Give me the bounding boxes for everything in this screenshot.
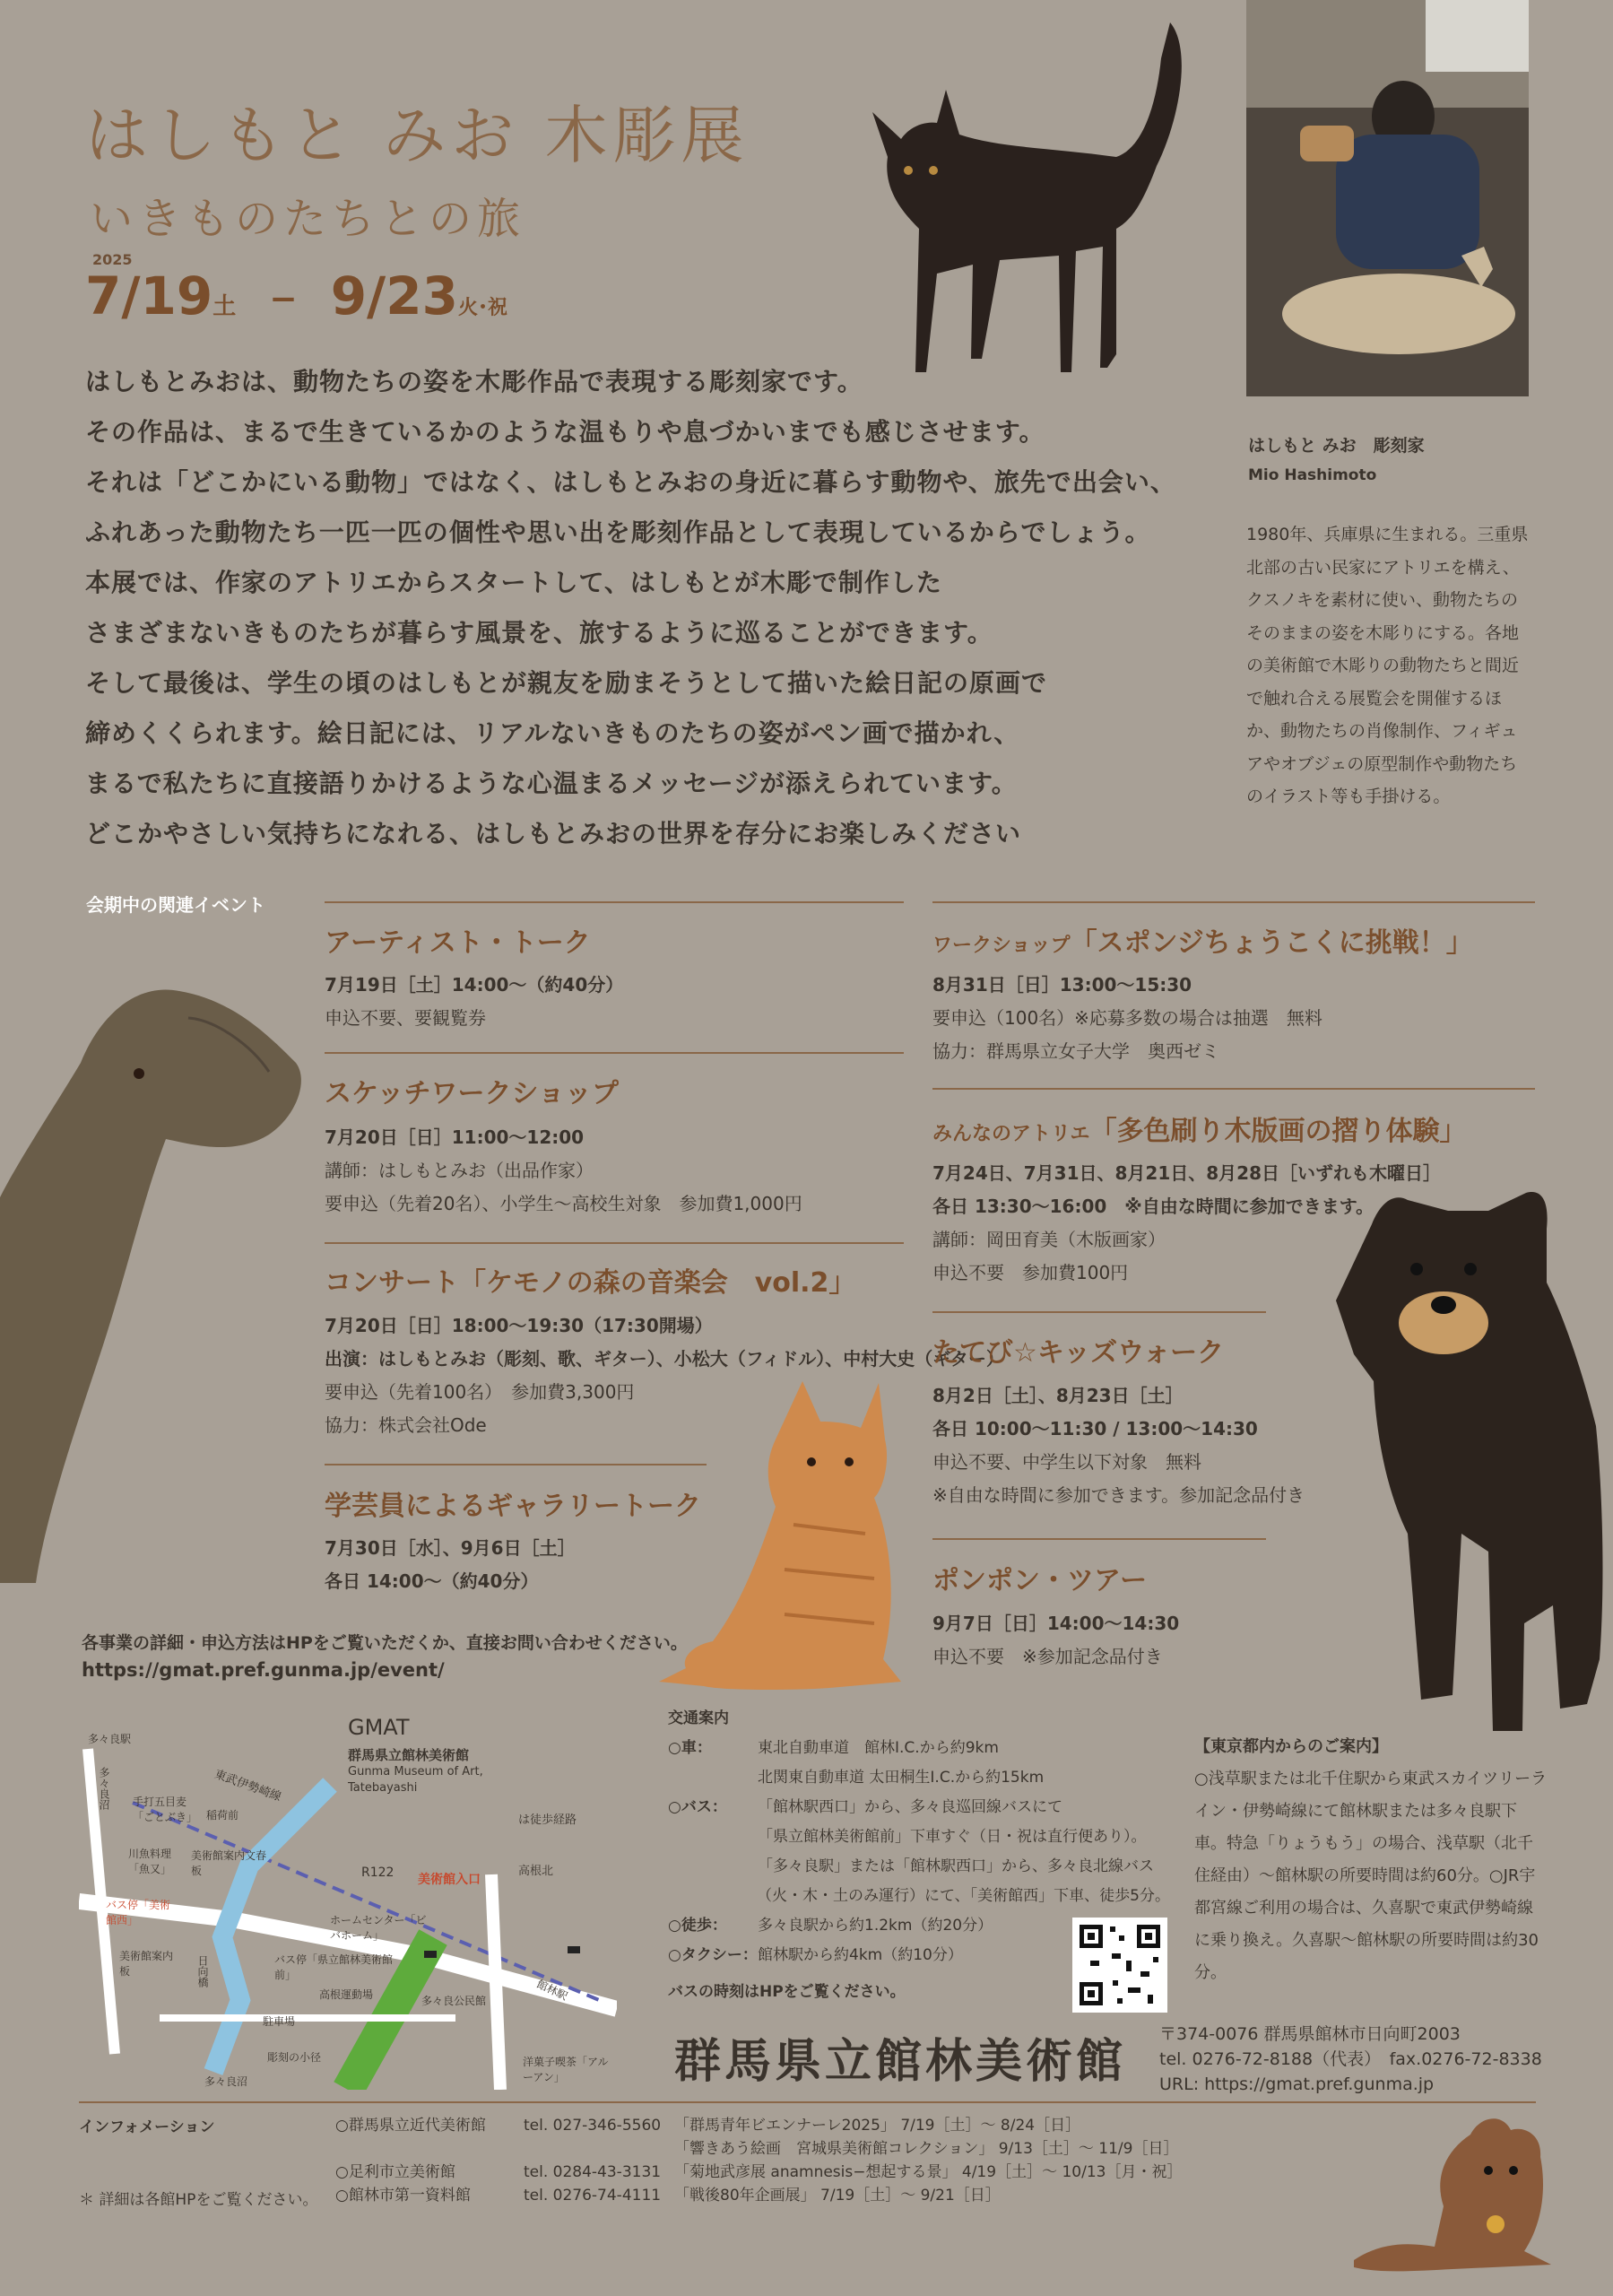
map-walk-route-legend: は徒歩経路 [518, 1813, 577, 1827]
exhibition-dates [85, 265, 507, 326]
map-tataraki-label: 多々良公民館 [421, 1995, 487, 2007]
event-artist-talk-details [325, 969, 623, 1035]
intro-line: それは「どこかにいる動物」ではなく、はしもとみおの身近に暮らす動物や、旅先で出会い、 [85, 467, 1176, 497]
intro-line: どこかやさしい気持ちになれる、はしもとみおの世界を存分にお楽しみください [85, 819, 1022, 848]
museum-url-link[interactable]: URL: https://gmat.pref.gunma.jp [1159, 2074, 1435, 2094]
event-title-concert: コンサート「ケモノの森の音楽会 vol.2」 [325, 1267, 856, 1299]
events-label: 会期中の関連イベント [86, 894, 265, 916]
event-line: 申込不要 ※参加記念品付き [932, 1646, 1163, 1667]
tokyo-access-info [1194, 1731, 1548, 1989]
access-row: ○徒歩： 多々良駅から約1.2km（約20分） [668, 1917, 993, 1935]
artist-bio: 1980年、兵庫県に生まれる。三重県北部の古い民家にアトリエを構え、クスノキを素材に使い、動物たちのそのままの姿を木彫りにする。各地の美術館で木彫りの動物たちと間近で触れ合える展覧会を開催するほか、動物たちの肖像制作、フィギュアやオブジェの原型制作や動物たちのイラスト等も手掛ける。 [1246, 525, 1529, 806]
divider [325, 1242, 904, 1244]
map-tataraeki-label: 多々良駅 [88, 1733, 132, 1745]
event-line: 講師：岡田育美（木版画家） [932, 1229, 1166, 1250]
event-line: 7月20日［日］11:00〜12:00 [325, 1126, 585, 1148]
map-entrance-label: 美術館入口 [418, 1873, 481, 1887]
info-list [335, 2114, 1182, 2207]
event-line: ※自由な時間に参加できます。参加記念品付き [932, 1484, 1305, 1506]
event-line: 8月31日［日］13:00〜15:30 [932, 974, 1192, 996]
map-kawauo-label: 川魚料理「魚又」 [128, 1848, 172, 1875]
dog-sculpture-image [1318, 1157, 1613, 1731]
intro-line: さまざまないきものたちが暮らす風景を、旅するように巡ることができます。 [85, 618, 993, 648]
exhibition-subtitle: いきものたちとの旅 [90, 194, 526, 244]
info-note: ＊ 詳細は各館HPをご覧ください。 [79, 2191, 318, 2209]
artist-name-en: Mio Hashimoto [1248, 466, 1377, 484]
intro-line: 締めくくられます。絵日記には、リアルないきものたちの姿がペン画で描かれ、 [85, 718, 1020, 748]
info-title: インフォメーション [79, 2118, 215, 2136]
map-parking-label: 駐車場 [263, 2015, 296, 2028]
event-prefix: みんなのアトリエ [932, 1123, 1090, 1145]
map-museum-en-1: Gunma Museum of Art, [348, 1765, 483, 1779]
intro-line: そして最後は、学生の頃のはしもとが親友を励まそうとして描いた絵日記の原画で [85, 668, 1048, 698]
tokyo-title: 【東京都内からのご案内】 [1194, 1737, 1388, 1756]
museum-address-block [1159, 2022, 1542, 2097]
map-r122-label: R122 [361, 1866, 395, 1880]
date-start-day: 土 [212, 293, 237, 320]
map-home-center-label: ホームセンター「ビバホーム」 [330, 1914, 427, 1942]
map-bus-stop-west-label: バス停「美術館西」 [106, 1899, 171, 1926]
events-url-link[interactable]: https://gmat.pref.gunma.jp/event/ [82, 1659, 445, 1681]
event-line: 協力：群馬県立女子大学 奥西ゼミ [932, 1040, 1219, 1062]
event-line: 申込不要 参加費100円 [932, 1262, 1129, 1283]
map-tatara-road-label: 多々良沼 [98, 1767, 110, 1810]
event-prefix: ワークショップ [932, 935, 1071, 957]
bus-note: バスの時刻はHPをご覧ください。 [668, 1983, 906, 2001]
dinosaur-sculpture-image [0, 964, 305, 1583]
access-row: ○車： 東北自動車道 館林I.C.から約9km [668, 1739, 999, 1757]
intro-line: その作品は、まるで生きているかのような温もりや息づかいまでも感じさせます。 [85, 417, 1045, 447]
qr-code[interactable] [1072, 1918, 1167, 2013]
event-line: 各日 14:00〜（約40分） [325, 1570, 539, 1592]
map-hinode-label: 日向橋 [196, 1955, 209, 1987]
date-start: 7/19 [85, 265, 213, 326]
map-museum-sign-label: 美術館案内板 [119, 1950, 174, 1978]
map-museum-name: 群馬県立館林美術館 [348, 1747, 470, 1763]
map-statue-path-label: 彫刻の小径 [267, 2051, 322, 2064]
map-logo: GMAT [348, 1715, 410, 1740]
map-cafe-label: 洋菓子喫茶「アルーアン」 [523, 2056, 609, 2083]
event-line: 7月20日［日］18:00〜19:30（17:30開場） [325, 1315, 713, 1336]
event-title: 「スポンジちょうこくに挑戦！」 [1070, 927, 1473, 959]
intro-line: ふれあった動物たち一匹一匹の個性や思い出を彫刻作品として表現しているからでしょう。 [85, 517, 1151, 547]
event-gallery-talk-details [325, 1532, 576, 1598]
event-line: 各日 10:00〜11:30 / 13:00〜14:30 [932, 1418, 1258, 1439]
event-line: 9月7日［日］14:00〜14:30 [932, 1613, 1180, 1634]
event-line: 申込不要、要観覧券 [325, 1007, 486, 1029]
divider [79, 2101, 1536, 2103]
access-row: 「多々良駅」または「館林駅西口」から、多々良北線バス [758, 1857, 1154, 1875]
exhibition-year: 2025 [92, 251, 133, 268]
date-separator: – [270, 265, 297, 326]
intro-text [85, 357, 1197, 859]
event-title-sponge-workshop [932, 920, 1473, 960]
map-east-line-label: 東武伊勢崎線 [212, 1767, 283, 1805]
event-line: 要申込（先着20名）、小学生〜高校生対象 参加費1,000円 [325, 1193, 802, 1214]
event-kids-walk-details [932, 1379, 1305, 1512]
map-bijutsukan-label: 美術館案内板 [191, 1849, 246, 1877]
divider [932, 1311, 1266, 1313]
map-ichi-label: 手打五目麦「ごとぶき」 [133, 1796, 198, 1823]
date-end: 9/23 [330, 265, 458, 326]
event-title-sketch-workshop: スケッチワークショップ [325, 1078, 619, 1109]
event-title-woodblock [932, 1109, 1467, 1148]
museum-address: 〒374-0076 群馬県館林市日向町2003 [1159, 2024, 1461, 2044]
event-line: 各日 13:30〜16:00 ※自由な時間に参加できます。 [932, 1196, 1375, 1217]
access-row: ○タクシー： 館林駅から約4km（約10分） [668, 1946, 963, 1964]
event-title: 「多色刷り木版画の摺り体験」 [1089, 1116, 1467, 1147]
museum-tel: tel. 0276-72-8188（代表） fax.0276-72-8338 [1159, 2049, 1542, 2069]
info-row: ○足利市立美術館 tel. 0284-43-3131 「菊地武彦展 anamnesis−想起する景」 4/19［土］〜 10/13［月・祝］ [335, 2163, 1183, 2181]
info-row: 「響きあう絵画 宮城県美術館コレクション」 9/13［土］〜 11/9［日］ [674, 2140, 1179, 2158]
map-inari-label: 稲荷前 [206, 1809, 239, 1822]
event-line: 7月19日［土］14:00〜（約40分） [325, 974, 624, 996]
event-line: 要申込（100名）※応募多数の場合は抽選 無料 [932, 1007, 1322, 1029]
divider [932, 1088, 1535, 1090]
divider [932, 901, 1535, 903]
date-end-day: 火･祝 [457, 297, 507, 319]
events-note: 各事業の詳細・申込方法はHPをご覧いただくか、直接お問い合わせください。 [82, 1633, 688, 1653]
event-title-kids-walk: たてび☆キッズウォーク [932, 1337, 1225, 1369]
info-row: ○群馬県立近代美術館 tel. 027-346-5560 「群馬青年ビエンナーレ2025」 7/19［土］〜 8/24［日］ [335, 2117, 1081, 2135]
event-line: 出演：はしもとみお（彫刻、歌、ギター）、小松大（フィドル）、中村大史（ギター） [325, 1348, 1004, 1370]
intro-line: まるで私たちに直接語りかけるような心温まるメッセージが添えられています。 [85, 769, 1018, 798]
event-line: 7月30日［水］、9月6日［土］ [325, 1537, 576, 1559]
artist-name: はしもと みお 彫刻家 [1248, 436, 1425, 456]
event-title-gallery-talk: 学芸員によるギャラリートーク [325, 1491, 701, 1522]
map-bunko-label: 文春 [245, 1849, 267, 1862]
event-sponge-workshop-details [932, 969, 1322, 1068]
event-sketch-workshop-details [325, 1121, 802, 1221]
exhibition-title: はしもと みお 木彫展 [85, 99, 750, 172]
map-museum-en-2: Tatebayashi [348, 1781, 418, 1795]
event-pompon-tour-details [932, 1607, 1179, 1674]
event-line: 8月2日［土］、8月23日［土］ [932, 1385, 1184, 1406]
artist-photo [1246, 0, 1529, 396]
black-cat-sculpture-image [847, 13, 1206, 390]
divider [325, 1052, 904, 1054]
event-line: 7月24日、7月31日、8月21日、8月28日［いずれも木曜日］ [932, 1162, 1441, 1184]
map-park-label: 高根運動場 [319, 1988, 374, 2001]
map-station-label: 館林駅 [534, 1977, 570, 2003]
event-line: 協力：株式会社Ode [325, 1414, 487, 1436]
museum-name: 群馬県立館林美術館 [674, 2035, 1127, 2089]
access-title: 交通案内 [668, 1709, 729, 1727]
map-tatara-label: 多々良沼 [204, 2075, 248, 2088]
intro-line: 本展では、作家のアトリエからスタートして、はしもとが木彫で制作した [85, 568, 942, 597]
event-title-pompon-tour: ポンポン・ツアー [932, 1565, 1148, 1596]
mouse-sculpture-image [1345, 2108, 1560, 2278]
divider [932, 1538, 1266, 1540]
map-bus-stop-label: バス停「県立館林美術館前」 [274, 1953, 394, 1981]
event-line: 要申込（先着100名） 参加費3,300円 [325, 1381, 635, 1403]
divider [325, 901, 904, 903]
access-map[interactable] [79, 1713, 617, 2090]
access-row: （火・木・土のみ運行）にて、「美術館西」下車、徒歩5分。 [757, 1887, 1170, 1905]
access-row: 北関東自動車道 太田桐生I.C.から約15km [758, 1769, 1045, 1787]
intro-line: はしもとみおは、動物たちの姿を木彫作品で表現する彫刻家です。 [85, 367, 863, 396]
tokyo-text: ○浅草駅または北千住駅から東武スカイツリーライン・伊勢崎線にて館林駅または多々良駅下車。特急「りょうもう」の場合、浅草駅（北千住経由）〜館林駅の所要時間は約60分。○JR宇都宮線ご利用の場合は、久喜駅で東武伊勢崎線に乗り換え。久喜駅〜館林駅の所要時間は約30分。 [1194, 1770, 1548, 1982]
map-takaneki-label: 高根北 [518, 1865, 554, 1878]
access-row: 「県立館林美術館前」下車すぐ（日・祝は直行便あり）。 [758, 1828, 1147, 1846]
orange-cat-sculpture-image [650, 1372, 919, 1704]
event-title-artist-talk: アーティスト・トーク [325, 927, 591, 959]
info-row: ○館林市第一資料館 tel. 0276-74-4111 「戦後80年企画展」 7/19［土］〜 9/21［日］ [335, 2187, 1001, 2205]
event-line: 講師：はしもとみお（出品作家） [325, 1160, 594, 1181]
event-line: 申込不要、中学生以下対象 無料 [932, 1451, 1201, 1473]
access-row: ○バス： 「館林駅西口」から、多々良巡回線バスにて [668, 1798, 1062, 1816]
